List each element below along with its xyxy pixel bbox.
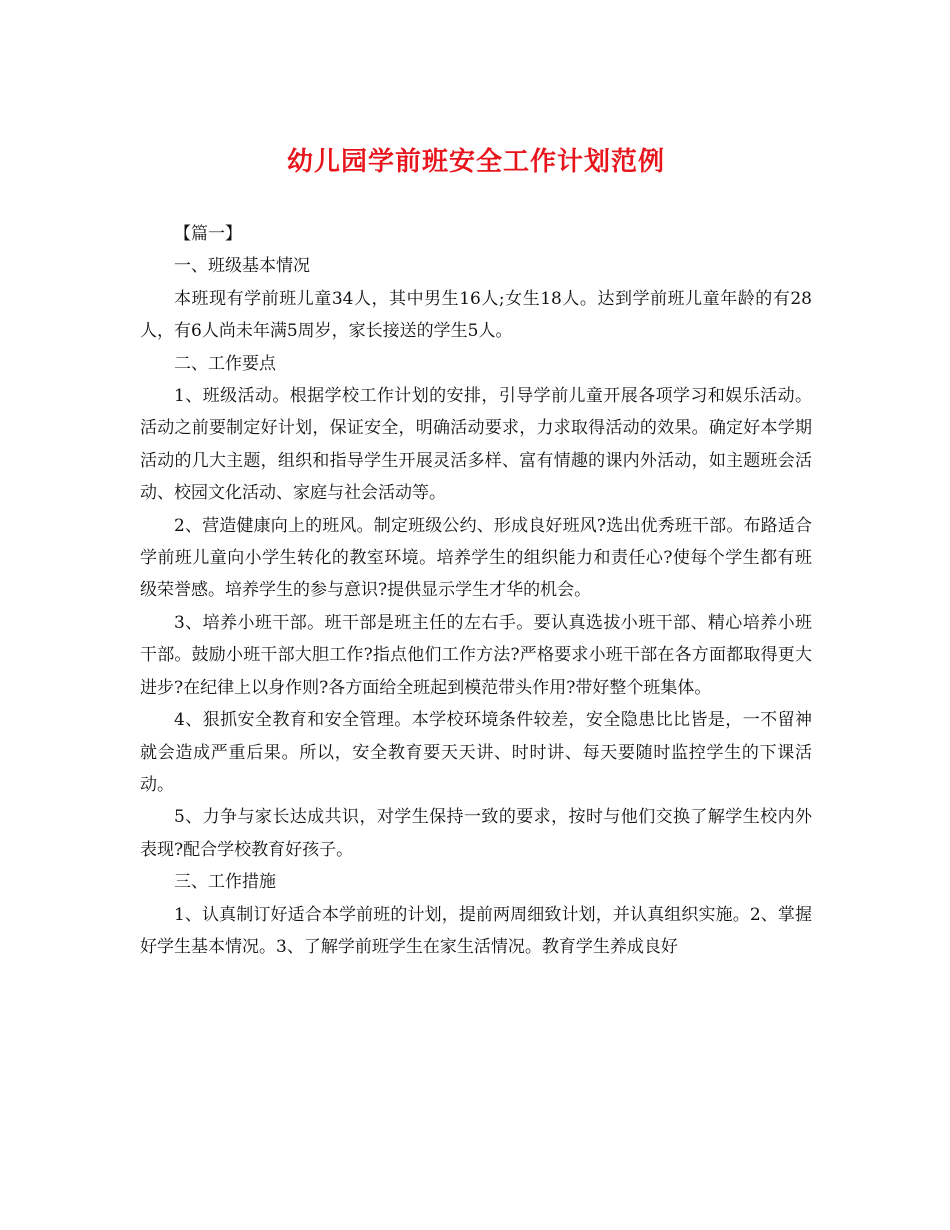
document-title: 幼儿园学前班安全工作计划范例 [286,147,665,177]
paragraph-class-leaders: 3、培养小班干部。班干部是班主任的左右手。要认真选拔小班干部、精心培养小班干部。鼓励小班干部大胆工作?指点他们工作方法?严格要求小班干部在各方面都取得更大进步?在纪律上以身作则?各方面给全班起到模范带头作用?带好整个班集体。 [140,612,812,698]
paragraph-measures: 1、认真制订好适合本学前班的计划，提前两周细致计划，并认真组织实施。2、掌握好学生基本情况。3、了解学前班学生在家生活情况。教育学生养成良好 [140,904,812,957]
document-body [140,218,812,963]
paragraph-class-spirit: 2、营造健康向上的班风。制定班级公约、形成良好班风?选出优秀班干部。布路适合学前班儿童向小学生转化的教室环境。培养学生的组织能力和责任心?使每个学生都有班级荣誉感。培养学生的参与意识?提供显示学生才华的机会。 [140,515,812,601]
heading-work-measures: 三、工作措施 [174,872,276,893]
heading-class-info: 一、班级基本情况 [174,256,310,277]
document-page [140,140,812,1090]
paragraph-class-info: 本班现有学前班儿童34人，其中男生16人;女生18人。达到学前班儿童年龄的有28人，有6人尚未年满5周岁，家长接送的学生5人。 [140,288,812,342]
paragraph-safety-education: 4、狠抓安全教育和安全管理。本学校环境条件较差，安全隐患比比皆是，一不留神就会造成严重后果。所以，安全教育要天天讲、时时讲、每天要随时监控学生的下课活动。 [140,710,812,795]
section-label: 【篇一】 [174,224,242,244]
heading-work-points: 二、工作要点 [174,353,276,374]
paragraph-parent-cooperation: 5、力争与家长达成共识，对学生保持一致的要求，按时与他们交换了解学生校内外表现?配合学校教育好孩子。 [140,807,812,860]
paragraph-class-activities: 1、班级活动。根据学校工作计划的安排，引导学前儿童开展各项学习和娱乐活动。活动之前要制定好计划，保证安全，明确活动要求，力求取得活动的效果。确定好本学期活动的几大主题，组织和指导学生开展灵活多样、富有情趣的课内外活动，如主题班会活动、校园文化活动、家庭与社会活动等。 [140,386,812,504]
